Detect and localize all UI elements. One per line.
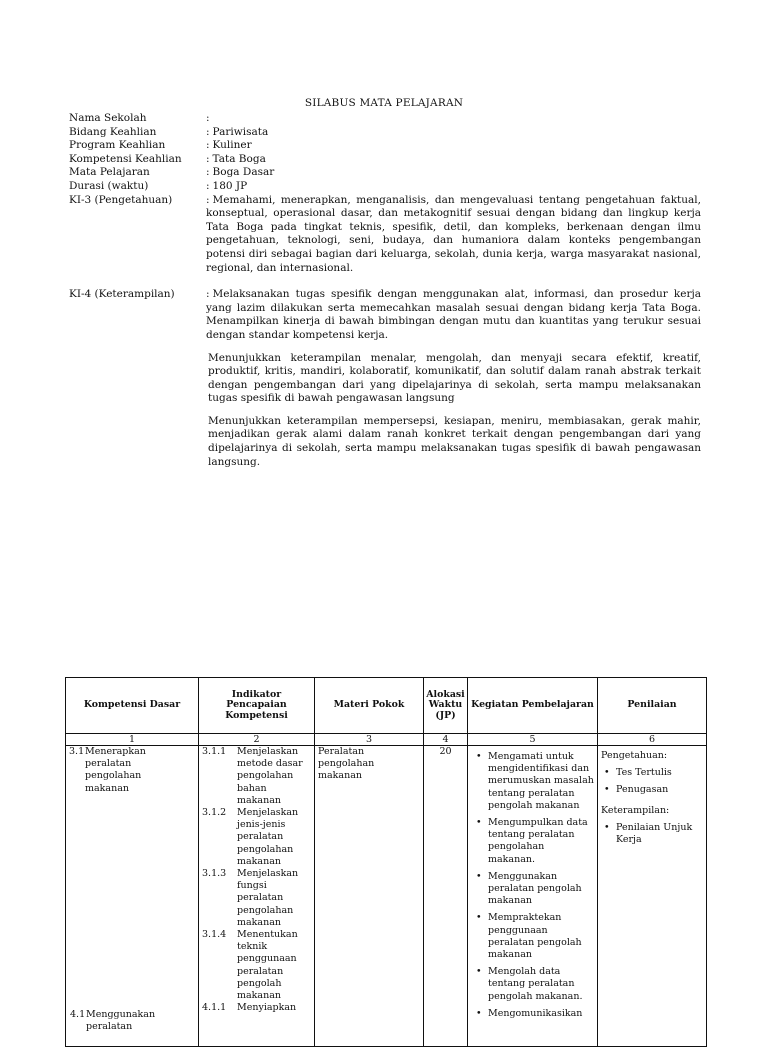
header-indikator: Indikator Pencapaian Kompetensi [199, 678, 315, 734]
info-label: Bidang Keahlian [69, 125, 157, 138]
materi-pokok-text: Peralatan pengolahan makanan [318, 746, 375, 782]
info-label: Durasi (waktu) [69, 179, 149, 192]
info-row-program-keahlian: Program Keahlian : Kuliner [69, 139, 252, 152]
column-number: 1 [66, 734, 199, 746]
indicator-text: Menjelaskan metode dasar pengolahan bahan makanan [237, 746, 303, 806]
indicator-text: Menjelaskan fungsi peralatan pengolahan makanan [237, 868, 299, 928]
info-value: Tata Boga [212, 152, 266, 165]
ki4-paragraph-abstract: Menunjukkan keterampilan menalar, mengolah, dan menyaji secara efektif, kreatif, produktif, kritis, mandiri, kolaboratif, komunikatif, dan solutif dalam ranah abstrak terkait dengan pengembangan dari yang dipelajarinya di sekolah, serta mampu melaksanakan tugas spesifik di bawah pengawasan langsung [208, 351, 701, 405]
column-number: 2 [199, 734, 315, 746]
info-label: Nama Sekolah [69, 112, 147, 124]
kegiatan-item: • Mengamati untuk mengidentifikasi dan merumuskan masalah tentang peralatan pengolah makanan [488, 751, 594, 812]
document-title: SILABUS MATA PELAJARAN [304, 97, 464, 109]
kd-item [70, 1009, 176, 1033]
indicator-item [202, 868, 311, 929]
kd-number: 4.1 [70, 1009, 86, 1020]
info-row-bidang-keahlian: Bidang Keahlian : Pariwisata [69, 125, 269, 138]
info-row-ki4: KI-4 (Keterampilan) : Melaksanakan tugas spesifik dengan menggunakan alat, informasi, dan prosedur kerja yang lazim dilakukan serta memecahkan masalah sesuai dengan bidang kerja Tata Boga. Menampilkan kinerja di bawah bimbingan dengan mutu dan kuantitas yang terukur sesuai dengan standar kompetensi kerja. [69, 288, 701, 341]
info-label: Mata Pelajaran [69, 166, 150, 179]
indicator-text: Menentukan teknik penggunaan peralatan pengolah makanan [237, 929, 298, 1002]
header-alokasi-waktu: Alokasi Waktu (JP) [424, 678, 468, 734]
indicator-number: 3.1.2 [202, 807, 227, 819]
penilaian-cell [598, 746, 707, 1047]
column-number: 3 [315, 734, 424, 746]
indikator-cell [199, 746, 315, 1047]
alokasi-value: 20 [439, 746, 452, 757]
penilaian-item: • Tes Tertulis [616, 767, 703, 779]
kegiatan-item: • Mempraktekan penggunaan peralatan pengolah makanan [488, 912, 594, 961]
indicator-number: 3.1.3 [202, 868, 227, 880]
header-penilaian: Penilaian [598, 678, 707, 734]
materi-pokok-cell [315, 746, 424, 1047]
table-header-row [66, 678, 707, 734]
kd-text: Menerapkan peralatan pengolahan makanan [85, 746, 146, 794]
info-value: Pariwisata [212, 125, 269, 138]
info-label: KI-3 (Pengetahuan) [69, 193, 173, 206]
kompetensi-dasar-cell [66, 746, 199, 1047]
penilaian-item: • Penugasan [616, 784, 703, 796]
penilaian-item: • Penilaian Unjuk Kerja [616, 822, 703, 846]
indicator-number: 4.1.1 [202, 1002, 227, 1014]
alokasi-cell [424, 746, 468, 1047]
info-value: 180 JP [212, 179, 248, 192]
indicator-item [202, 807, 311, 868]
header-materi-pokok: Materi Pokok [315, 678, 424, 734]
info-row-ki3: KI-3 (Pengetahuan) : Memahami, menerapkan, menganalisis, dan mengevaluasi tentang pengetahuan faktual, konseptual, operasional dasar, dan metakognitif sesuai dengan bidang dan lingkup kerja Tata Boga pada tingkat teknis, spesifik, detil, dan kompleks, berkenaan dengan ilmu pengetahuan, teknologi, seni, budaya, dan humaniora dalam konteks pengembangan potensi diri sebagai bagian dari keluarga, sekolah, dunia kerja, warga masyarakat nasional, regional, dan internasional. [69, 193, 701, 274]
indicator-number: 3.1.1 [202, 746, 227, 757]
info-row-nama-sekolah: Nama Sekolah : [69, 112, 210, 124]
kegiatan-list [471, 751, 594, 1020]
info-row-durasi: Durasi (waktu) : 180 JP [69, 179, 248, 192]
info-label: KI-4 (Keterampilan) [69, 288, 175, 301]
indicator-text: Menjelaskan jenis-jenis peralatan pengolahan makanan [237, 807, 299, 867]
column-number: 6 [598, 734, 707, 746]
ki4-paragraph-concrete: Menunjukkan keterampilan mempersepsi, kesiapan, meniru, membiasakan, gerak mahir, menjadikan gerak alami dalam ranah konkret terkait dengan pengembangan dari yang dipelajarinya di sekolah, serta mampu melaksanakan tugas spesifik di bawah pengawasan langsung. [208, 414, 701, 468]
column-number: 4 [424, 734, 468, 746]
ki4-text: Melaksanakan tugas spesifik dengan menggunakan alat, informasi, dan prosedur kerja yang lazim dilakukan serta memecahkan masalah sesuai dengan bidang kerja Tata Boga. Menampilkan kinerja di bawah bimbingan dengan mutu dan kuantitas yang terukur sesuai dengan standar kompetensi kerja. [206, 288, 701, 341]
info-label: Kompetensi Keahlian [69, 152, 182, 165]
kd-item [69, 746, 195, 795]
column-number-row [66, 734, 707, 746]
kegiatan-item: • Mengomunikasikan [488, 1008, 594, 1020]
kegiatan-cell [468, 746, 598, 1047]
syllabus-table [65, 677, 707, 1047]
info-row-kompetensi-keahlian: Kompetensi Keahlian : Tata Boga [69, 152, 266, 165]
table-row [66, 746, 707, 1047]
keterampilan-list [601, 822, 703, 846]
info-value: Boga Dasar [212, 166, 275, 179]
indicator-number: 3.1.4 [202, 929, 227, 941]
kd-number: 3.1 [69, 746, 85, 757]
indicator-item [202, 746, 311, 807]
info-row-mata-pelajaran: Mata Pelajaran : Boga Dasar [69, 166, 275, 179]
column-number: 5 [468, 734, 598, 746]
kd-text: Menggunakan peralatan [86, 1009, 156, 1033]
indicator-item [202, 929, 311, 1002]
info-value: Kuliner [212, 139, 252, 152]
indicator-text: Menyiapkan [237, 1002, 297, 1014]
indicator-item [202, 1002, 311, 1014]
header-kegiatan: Kegiatan Pembelajaran [468, 678, 598, 734]
kegiatan-item: • Mengolah data tentang peralatan pengolah makanan. [488, 966, 594, 1003]
ki3-text: Memahami, menerapkan, menganalisis, dan mengevaluasi tentang pengetahuan faktual, konseptual, operasional dasar, dan metakognitif sesuai dengan bidang dan lingkup kerja Tata Boga pada tingkat teknis, spesifik, detil, dan kompleks, berkenaan dengan ilmu pengetahuan, teknologi, seni, budaya, dan humaniora dalam konteks pengembangan potensi diri sebagai bagian dari keluarga, sekolah, dunia kerja, warga masyarakat nasional, regional, dan internasional. [206, 193, 701, 274]
kegiatan-item: • Mengumpulkan data tentang peralatan pengolahan makanan. [488, 817, 594, 866]
kegiatan-item: • Menggunakan peralatan pengolah makanan [488, 871, 594, 908]
pengetahuan-list [601, 767, 703, 796]
syllabus-info [69, 112, 701, 469]
keterampilan-label: Keterampilan: [601, 804, 670, 816]
info-label: Program Keahlian [69, 139, 166, 152]
pengetahuan-label: Pengetahuan: [601, 750, 668, 761]
header-kompetensi-dasar: Kompetensi Dasar [66, 678, 199, 734]
